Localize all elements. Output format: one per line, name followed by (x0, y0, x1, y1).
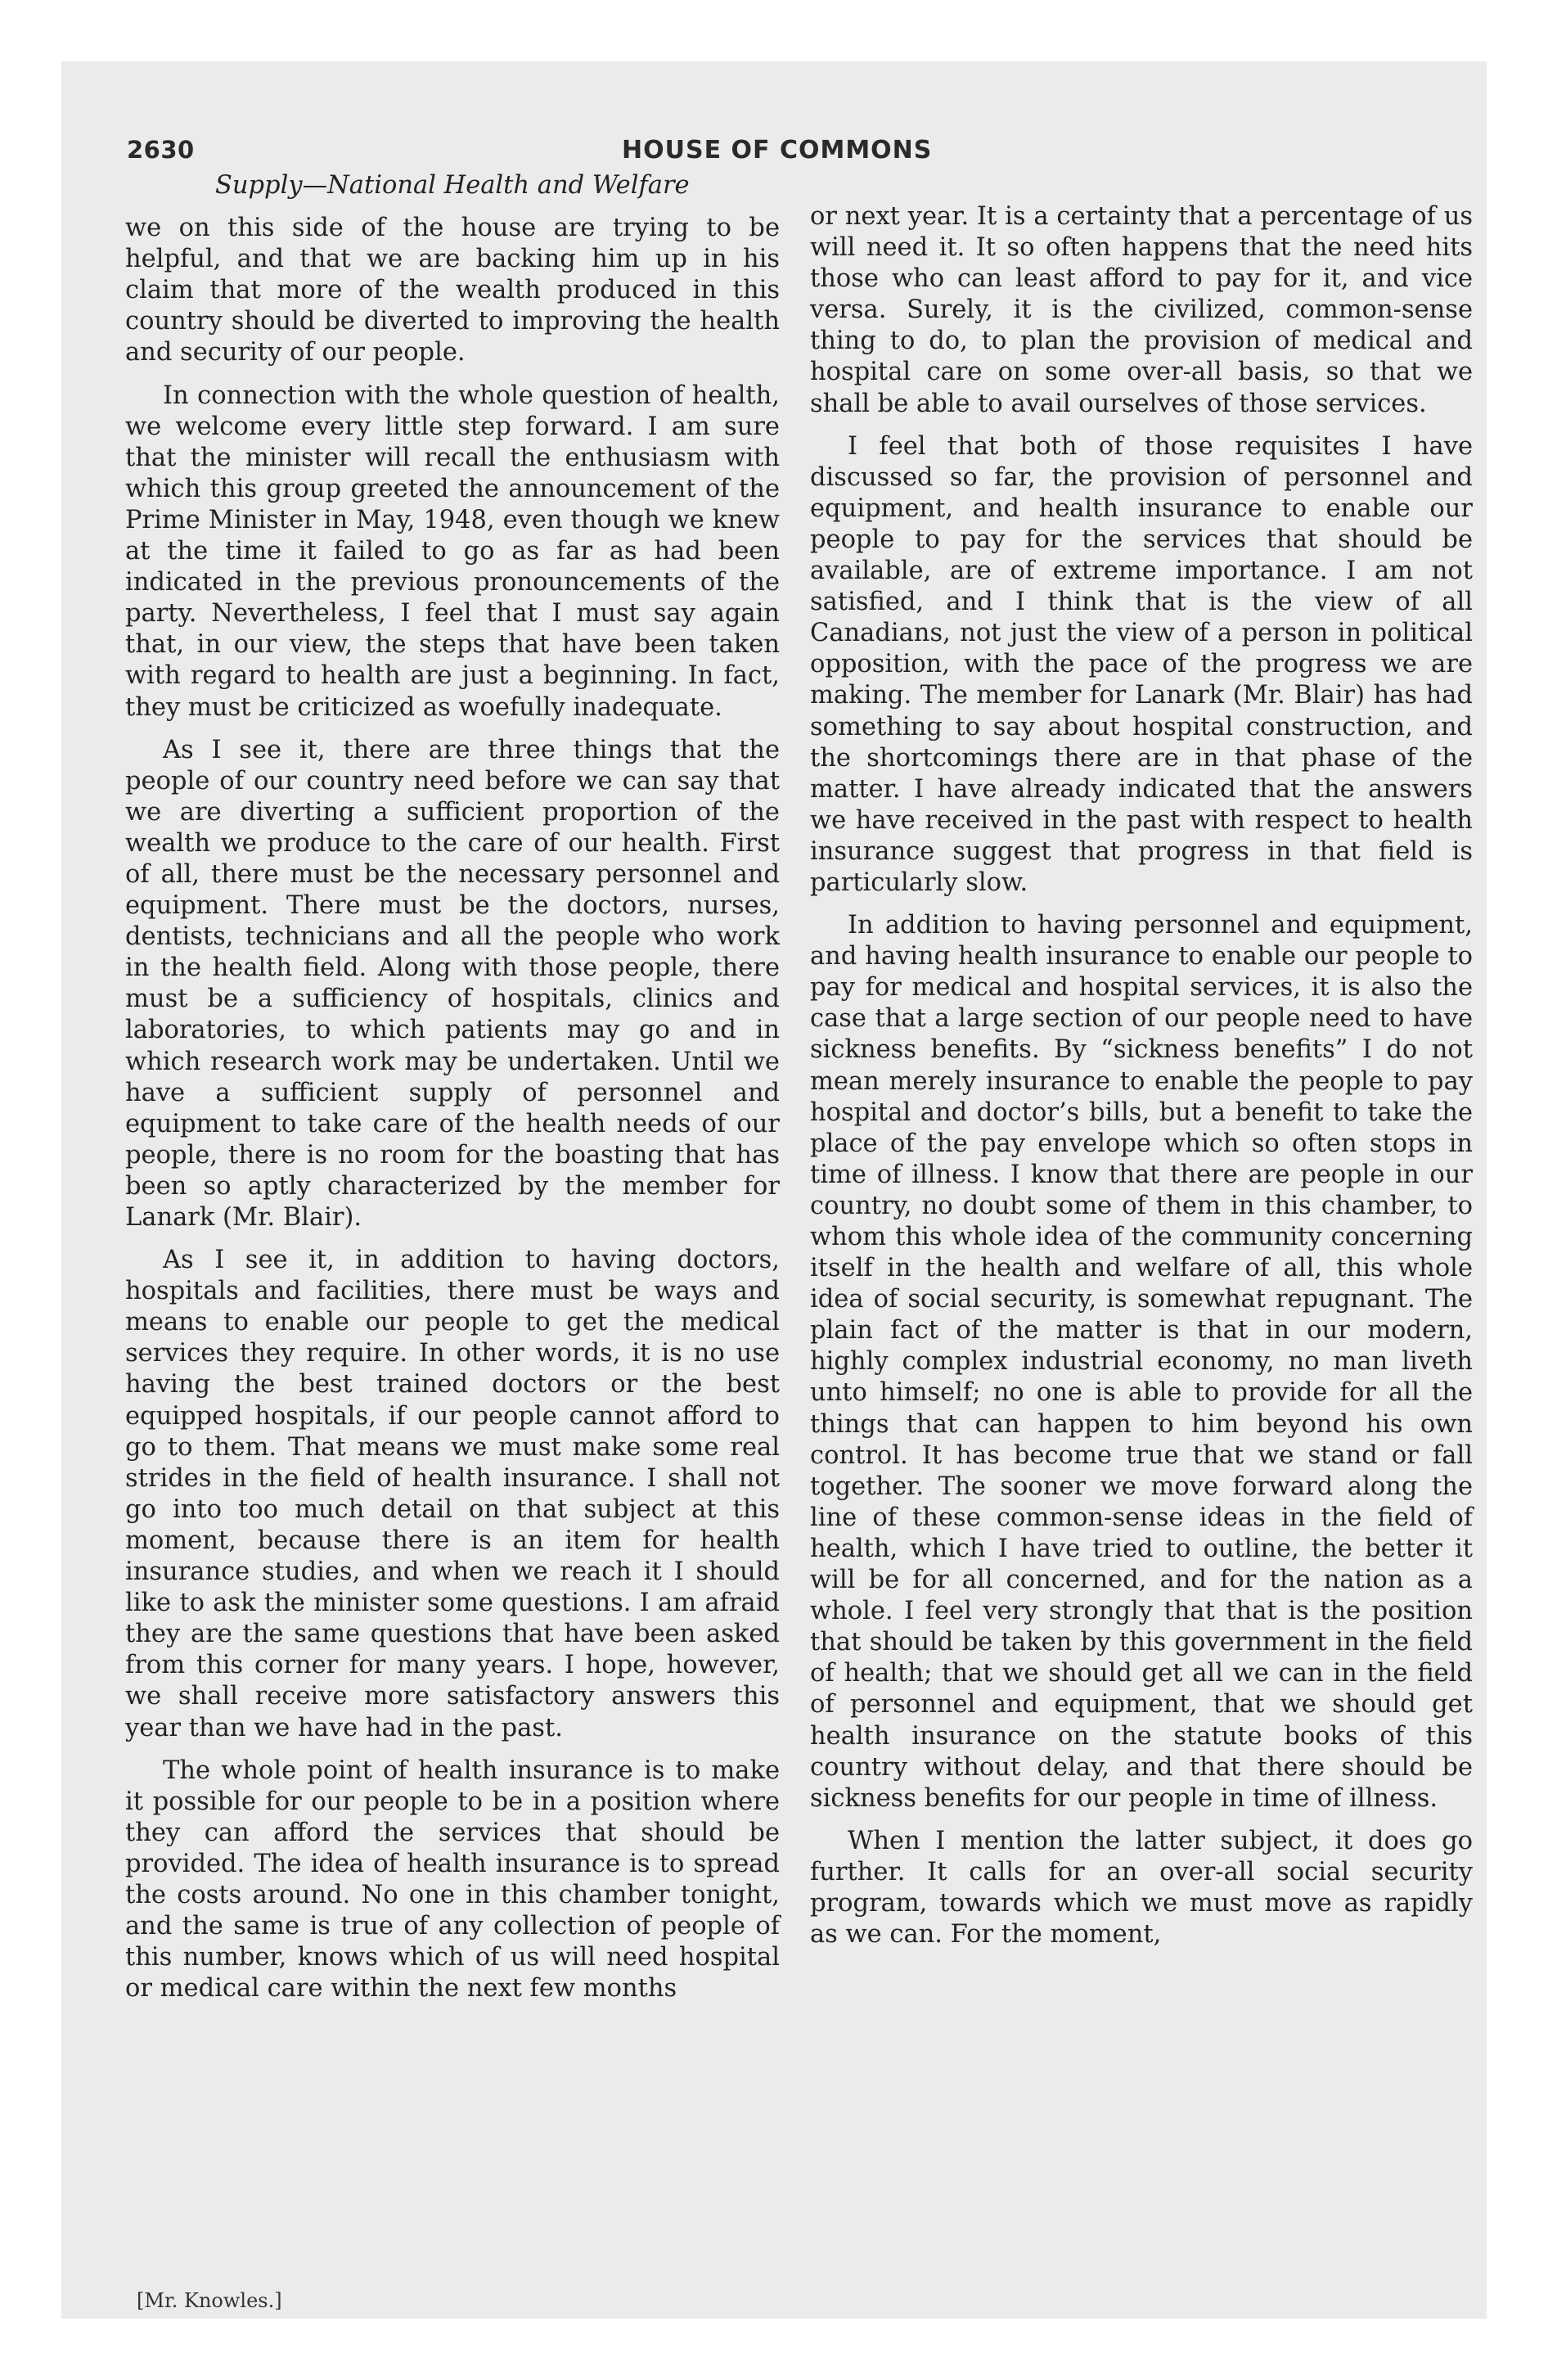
paragraph: As I see it, in addition to having doctors, hospitals and facilities, there must be ways and means to enable our people to get the medical services they require. In other words, it is no use having the best trained doctors or the best equipped hospitals, if our people cannot afford to go to them. That means we must make some real strides in the field of health insurance. I shall not go into too much detail on that subject at this moment, because there is an item for health insurance studies, and when we reach it I should like to ask the minister some questions. I am afraid they are the same questions that have been asked from this corner for many years. I hope, however, we shall receive more satisfactory answers this year than we have had in the past. (125, 1246, 780, 1742)
paragraph: As I see it, there are three things that the people of our country need before we can say that we are diverting a sufficient proportion of the wealth we produce to the care of our health. First of all, there must be the necessary personnel and equipment. There must be the doctors, nurses, dentists, technicians and all the people who work in the health field. Along with those people, there must be a sufficiency of hospitals, clinics and laboratories, to which patients may go and in which research work may be undertaken. Until we have a sufficient supply of personnel and equipment to take care of the health needs of our people, there is no room for the boasting that has been so aptly characterized by the member for Lanark (Mr. Blair). (125, 735, 780, 1232)
page-number: 2630 (127, 136, 195, 164)
paragraph: When I mention the latter subject, it does go further. It calls for an over-all social security program, towards which we must move as rapidly as we can. For the moment, (810, 1826, 1473, 1950)
running-title: HOUSE OF COMMONS (622, 136, 933, 165)
paragraph: In connection with the whole question of health, we welcome every little step forward. I am sure that the minister will recall the enthusiasm with which this group greeted the announcement of the Prime Minister in May, 1948, even though we knew at the time it failed to go as far as had been indicated in the previous pronouncements of the party. Nevertheless, I feel that I must say again that, in our view, the steps that have been taken with regard to health are just a beginning. In fact, they must be criticized as woefully inadequate. (125, 381, 780, 722)
paragraph: In addition to having personnel and equipment, and having health insurance to enable our people to pay for medical and hospital services, it is also the case that a large section of our people need to have sickness benefits. By “sickness benefits” I do not mean merely insurance to enable the people to pay hospital and doctor’s bills, but a benefit to take the place of the pay envelope which so often stops in time of illness. I know that there are people in our country, no doubt some of them in this chamber, to whom this whole idea of the community concerning itself in the health and welfare of all, this whole idea of social security, is somewhat repugnant. The plain fact of the matter is that in our modern, highly complex industrial economy, no man liveth unto himself; no one is able to provide for all the things that can happen to him beyond his own control. It has become true that we stand or fall together. The sooner we move forward along the line of these common-sense ideas in the field of health, which I have tried to outline, the better it will be for all concerned, and for the nation as a whole. I feel very strongly that that is the position that should be taken by this government in the field of health; that we should get all we can in the field of personnel and equipment, that we should get health insurance on the statute books of this country without delay, and that there should be sickness benefits for our people in time of illness. (810, 911, 1473, 1813)
paragraph: I feel that both of those requisites I have discussed so far, the provision of personnel and equipment, and health insurance to enable our people to pay for the services that should be available, are of extreme importance. I am not satisfied, and I think that is the view of all Canadians, not just the view of a person in political opposition, with the pace of the progress we are making. The member for Lanark (Mr. Blair) has had something to say about hospital construction, and the shortcomings there are in that phase of the matter. I have already indicated that the answers we have received in the past with respect to health insurance suggest that progress in that field is particularly slow. (810, 431, 1473, 897)
paragraph: The whole point of health insurance is to make it possible for our people to be in a position where they can afford the services that should be provided. The idea of health insurance is to spread the costs around. No one in this chamber tonight, and the same is true of any collection of people of this number, knows which of us will need hospital or medical care within the next few months (125, 1756, 780, 2004)
page-header (127, 136, 1487, 172)
section-heading: Supply—National Health and Welfare (215, 171, 690, 200)
paragraph: we on this side of the house are trying to be helpful, and that we are backing him up in his claim that more of the wealth produced in this country should be diverted to improving the health and security of our people. (125, 214, 780, 367)
left-column (125, 170, 780, 2016)
speaker-tag: [Mr. Knowles.] (137, 2289, 282, 2312)
right-column (810, 201, 1473, 1962)
paragraph: or next year. It is a certainty that a percentage of us will need it. It so often happens that the need hits those who can least afford to pay for it, and vice versa. Surely, it is the civilized, common-sense thing to do, to plan the provision of medical and hospital care on some over-all basis, so that we shall be able to avail ourselves of those services. (810, 202, 1473, 418)
